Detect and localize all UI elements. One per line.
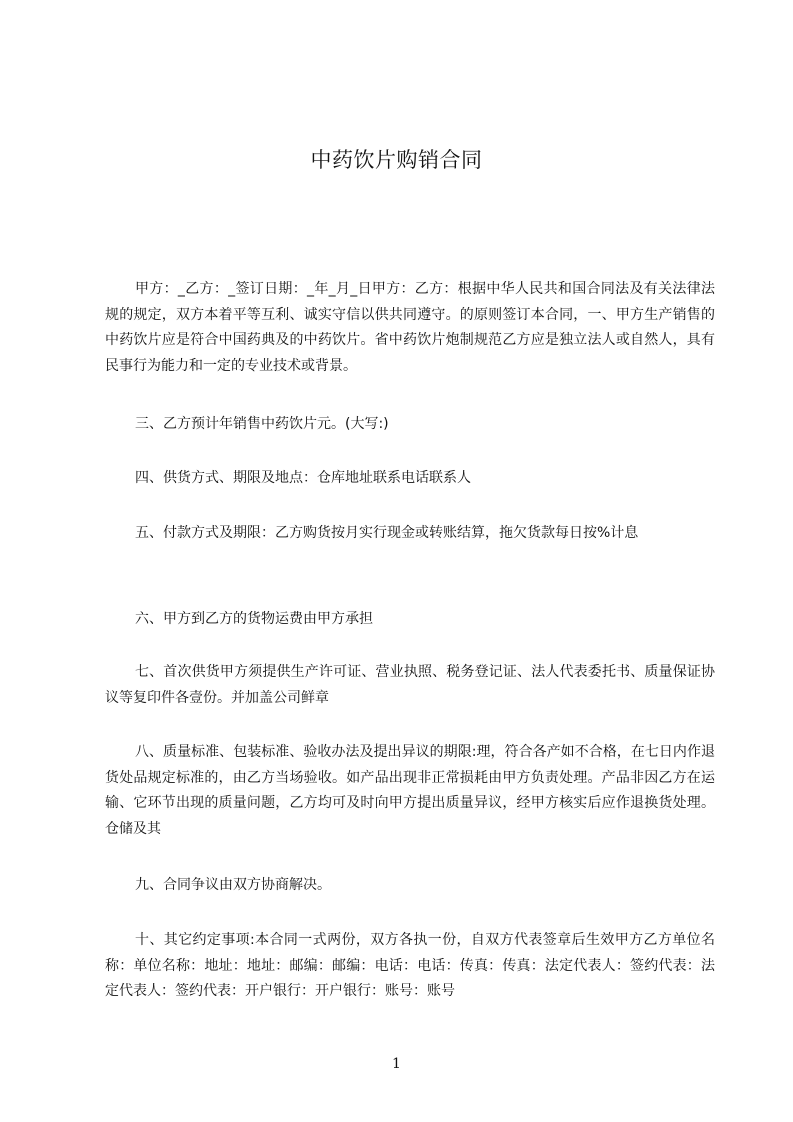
paragraph-clause-10: 十、其它约定事项:本合同一式两份，双方各执一份，自双方代表签章后生效甲方乙方单位名称：单位名称：地址：地址：邮编：邮编：电话：电话：传真：传真：法定代表人：签约代表：法定代表人：签约代表：开户银行：开户银行：账号：账号 — [105, 932, 715, 999]
paragraph-clause-4: 四、供货方式、期限及地点：仓库地址联系电话联系人 — [135, 470, 471, 486]
paragraph-clause-6: 六、甲方到乙方的货物运费由甲方承担 — [135, 611, 373, 627]
paragraph-clause-7: 七、首次供货甲方须提供生产许可证、营业执照、税务登记证、法人代表委托书、质量保证协议等复印件各壹份。并加盖公司鲜章 — [105, 664, 715, 706]
paragraph-preamble: 甲方：_乙方：_签订日期：_年_月_日甲方：乙方：根据中华人民共和国合同法及有关法律法规的规定，双方本着平等互利、诚实守信以供共同遵守。的原则签订本合同，一、甲方生产销售的中药饮片应是符合中国药典及的中药饮片。省中药饮片炮制规范乙方应是独立法人或自然人，具有民事行为能力和一定的专业技术或背景。 — [105, 281, 715, 374]
paragraph-clause-5: 五、付款方式及期限：乙方购货按月实行现金或转账结算，拖欠货款每日按%计息 — [135, 525, 639, 541]
paragraph-clause-3: 三、乙方预计年销售中药饮片元。(大写:) — [135, 416, 389, 432]
page-number: 1 — [392, 1056, 401, 1072]
paragraph-clause-9: 九、合同争议由双方协商解决。 — [135, 877, 331, 893]
paragraph-clause-8: 八、质量标准、包装标准、验收办法及提出异议的期限:理，符合各产如不合格，在七日内作退货处品规定标准的，由乙方当场验收。如产品出现非正常损耗由甲方负责处理。产品非因乙方在运输、它环节出现的质量问题，乙方均可及时向甲方提出质量异议，经甲方核实后应作退换货处理。仓储及其 — [105, 744, 715, 837]
document-title: 中药饮片购销合同 — [310, 148, 483, 172]
